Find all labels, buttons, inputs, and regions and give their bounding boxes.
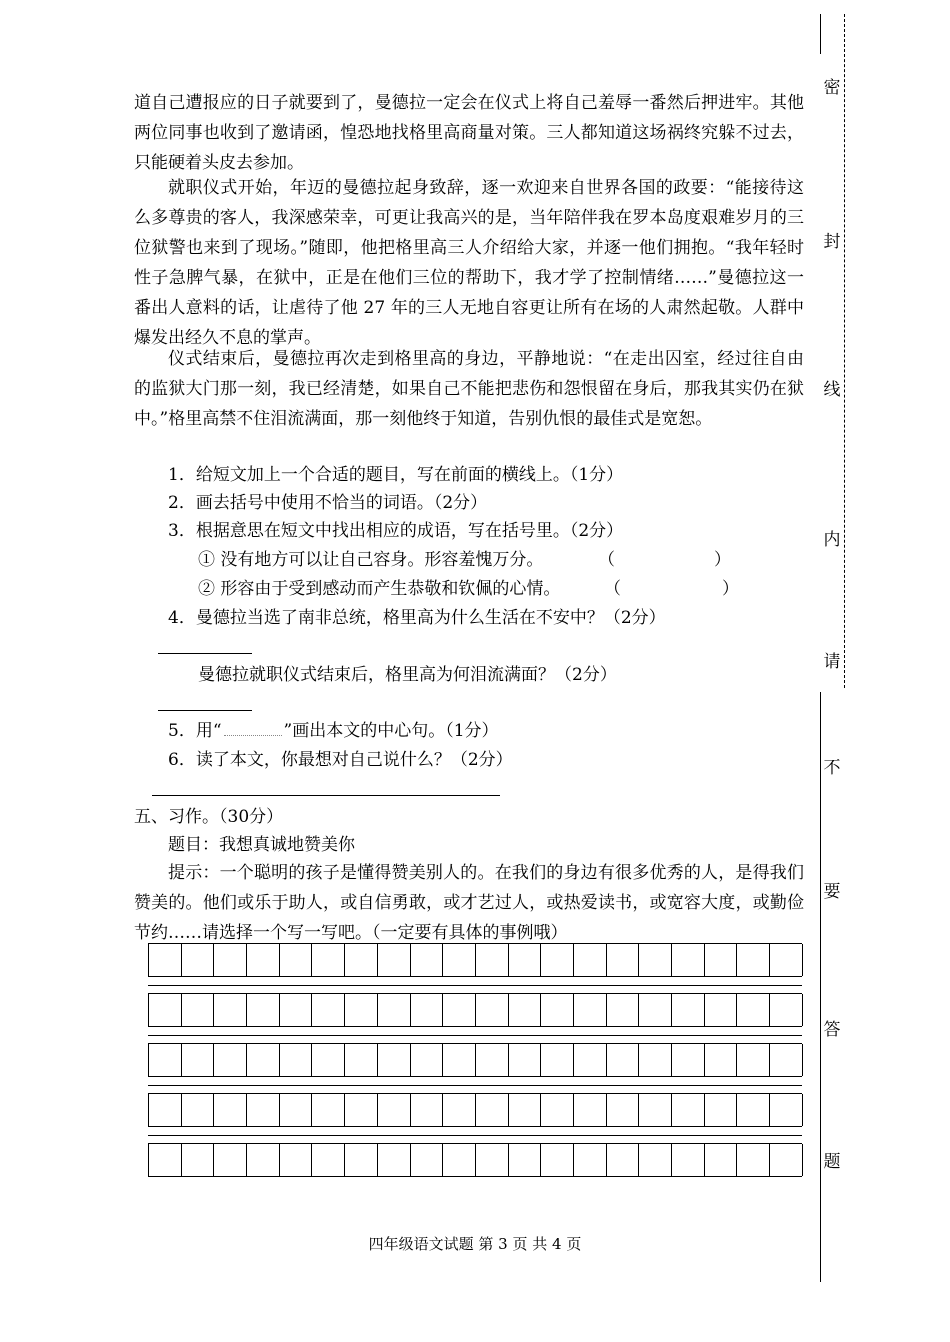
question-3b-answer-open[interactable]: （ (604, 579, 621, 599)
grid-cell[interactable] (345, 944, 378, 976)
grid-cell[interactable] (312, 1094, 345, 1126)
grid-cell[interactable] (149, 944, 182, 976)
passage-paragraph-3: 仪式结束后，曼德拉再次走到格里高的身边，平静地说：“在走出囚室，经过往自由的监狱大门那一刻，我已经清楚，如果自己不能把悲伤和怨恨留在身后，那我其实仍在狱中。”格里高禁不住泪流满面，那一刻他终于知道，告别仇恨的最佳式是宽恕。 (134, 349, 804, 429)
grid-cell[interactable] (574, 1044, 607, 1076)
question-4-answer-line[interactable] (158, 653, 252, 654)
grid-row[interactable] (148, 943, 802, 977)
grid-cell[interactable] (607, 1144, 640, 1176)
grid-cell[interactable] (214, 994, 247, 1026)
passage-paragraph-2: 就职仪式开始，年迈的曼德拉起身致辞，逐一欢迎来自世界各国的政要：“能接待这么多尊贵的客人，我深感荣幸，可更让我高兴的是，当年陪伴我在罗本岛度艰难岁月的三位狱警也来到了现场。”随即，他把格里高三人介绍给大家，并逐一他们拥抱。“我年轻时性子急脾气暴，在狱中，正是在他们三位的帮助下，我才学了控制情绪……”曼德拉这一番出人意料的话，让虐待了他 27 年的三人无地自容更让所有在场的人肃然起敬。人群中爆发出经久不息的掌声。 (134, 178, 804, 348)
grid-cell[interactable] (182, 944, 215, 976)
grid-cell[interactable] (705, 994, 738, 1026)
grid-gap-line (148, 1035, 802, 1036)
grid-cell[interactable] (541, 1144, 574, 1176)
grid-cell[interactable] (411, 1144, 444, 1176)
question-3b-text: ② 形容由于受到感动而产生恭敬和钦佩的心情。 (198, 579, 561, 599)
grid-cell[interactable] (182, 1094, 215, 1126)
grid-cell[interactable] (770, 1094, 803, 1126)
grid-cell[interactable] (574, 944, 607, 976)
grid-cell[interactable] (378, 944, 411, 976)
grid-cell[interactable] (280, 1044, 313, 1076)
grid-cell[interactable] (509, 994, 542, 1026)
grid-cell[interactable] (247, 944, 280, 976)
margin-char-1: 密 (823, 78, 841, 98)
margin-solid-rule (820, 692, 821, 1282)
grid-cell[interactable] (312, 944, 345, 976)
grid-cell[interactable] (639, 1094, 672, 1126)
grid-cell[interactable] (509, 1144, 542, 1176)
grid-cell[interactable] (280, 944, 313, 976)
grid-cell[interactable] (378, 1094, 411, 1126)
question-3a-answer-close: ） (714, 550, 731, 570)
grid-cell[interactable] (312, 1044, 345, 1076)
grid-cell[interactable] (345, 994, 378, 1026)
wavy-underline-icon (224, 725, 282, 736)
grid-cell[interactable] (378, 1144, 411, 1176)
composition-heading: 五、习作。（30分） (134, 807, 284, 827)
grid-cell[interactable] (214, 1144, 247, 1176)
composition-hint: 提示：一个聪明的孩子是懂得赞美别人的。在我们的身边有很多优秀的人，是得我们赞美的。他们或乐于助人，或自信勇敢，或才艺过人，或热爱读书，或宽容大度，或勤俭节约……请选择一个写一写吧。（一定要有具体的事例哦） (134, 863, 804, 943)
question-2: 2．画去括号中使用不恰当的词语。（2分） (168, 493, 488, 513)
grid-cell[interactable] (509, 944, 542, 976)
grid-cell[interactable] (443, 1044, 476, 1076)
grid-cell[interactable] (476, 1094, 509, 1126)
question-6: 6．读了本文，你最想对自己说什么？（2分） (168, 750, 513, 770)
grid-cell[interactable] (770, 1044, 803, 1076)
grid-cell[interactable] (770, 1144, 803, 1176)
grid-cell[interactable] (541, 1044, 574, 1076)
grid-cell[interactable] (639, 994, 672, 1026)
grid-cell[interactable] (378, 994, 411, 1026)
grid-cell[interactable] (705, 1094, 738, 1126)
margin-char-5: 请 (823, 652, 841, 672)
grid-cell[interactable] (280, 1094, 313, 1126)
question-5-prefix: 5．用“ (168, 721, 222, 741)
grid-cell[interactable] (345, 1044, 378, 1076)
grid-cell[interactable] (476, 994, 509, 1026)
grid-cell[interactable] (443, 1144, 476, 1176)
grid-cell[interactable] (247, 994, 280, 1026)
grid-cell[interactable] (737, 1144, 770, 1176)
question-4b-answer-line[interactable] (158, 710, 252, 711)
margin-rule-top (820, 14, 821, 54)
passage-paragraph-1: 道自己遭报应的日子就要到了，曼德拉一定会在仪式上将自己羞辱一番然后押进牢。其他两位同事也收到了邀请函，惶恐地找格里高商量对策。三人都知道这场祸终究躲不过去，只能硬着头皮去参加。 (134, 93, 804, 173)
grid-cell[interactable] (280, 1144, 313, 1176)
grid-cell[interactable] (247, 1144, 280, 1176)
grid-cell[interactable] (672, 1144, 705, 1176)
grid-cell[interactable] (770, 994, 803, 1026)
question-3a-text: ① 没有地方可以让自己容身。形容羞愧万分。 (198, 550, 544, 570)
grid-cell[interactable] (214, 944, 247, 976)
margin-char-2: 封 (823, 232, 841, 252)
grid-cell[interactable] (247, 1044, 280, 1076)
grid-cell[interactable] (411, 1094, 444, 1126)
margin-char-3: 线 (823, 380, 841, 400)
grid-cell[interactable] (509, 1044, 542, 1076)
grid-cell[interactable] (705, 944, 738, 976)
grid-cell[interactable] (672, 944, 705, 976)
grid-cell[interactable] (149, 1144, 182, 1176)
grid-cell[interactable] (541, 1094, 574, 1126)
grid-gap-line (148, 1085, 802, 1086)
grid-cell[interactable] (443, 994, 476, 1026)
page-footer: 四年级语文试题 第 3 页 共 4 页 (368, 1235, 582, 1253)
grid-cell[interactable] (770, 944, 803, 976)
grid-cell[interactable] (607, 944, 640, 976)
question-4: 4．曼德拉当选了南非总统，格里高为什么生活在不安中？（2分） (168, 608, 666, 628)
grid-cell[interactable] (411, 1044, 444, 1076)
grid-cell[interactable] (574, 1144, 607, 1176)
grid-cell[interactable] (672, 994, 705, 1026)
grid-cell[interactable] (182, 1144, 215, 1176)
question-3a (198, 545, 543, 575)
margin-char-7: 要 (823, 882, 841, 902)
question-1: 1．给短文加上一个合适的题目，写在前面的横线上。（1分） (168, 465, 624, 485)
grid-cell[interactable] (541, 944, 574, 976)
grid-cell[interactable] (705, 1044, 738, 1076)
grid-cell[interactable] (411, 944, 444, 976)
grid-cell[interactable] (280, 994, 313, 1026)
grid-cell[interactable] (672, 1044, 705, 1076)
grid-cell[interactable] (182, 1044, 215, 1076)
grid-cell[interactable] (476, 944, 509, 976)
grid-cell[interactable] (149, 1094, 182, 1126)
question-5-suffix: ”画出本文的中心句。（1分） (283, 721, 499, 741)
grid-cell[interactable] (149, 994, 182, 1026)
writing-grid[interactable] (148, 943, 802, 1185)
grid-cell[interactable] (639, 1044, 672, 1076)
question-3b-answer-close: ） (722, 579, 739, 599)
grid-row[interactable] (148, 1093, 802, 1127)
margin-char-9: 题 (823, 1152, 841, 1172)
question-3b (198, 574, 560, 604)
margin-char-8: 答 (823, 1020, 841, 1040)
grid-cell[interactable] (607, 1044, 640, 1076)
grid-cell[interactable] (182, 994, 215, 1026)
grid-cell[interactable] (509, 1094, 542, 1126)
margin-char-4: 内 (823, 530, 841, 550)
grid-cell[interactable] (411, 994, 444, 1026)
grid-cell[interactable] (607, 1094, 640, 1126)
grid-cell[interactable] (247, 1094, 280, 1126)
grid-cell[interactable] (672, 1094, 705, 1126)
grid-row[interactable] (148, 1043, 802, 1077)
grid-cell[interactable] (574, 994, 607, 1026)
grid-cell[interactable] (737, 1044, 770, 1076)
grid-cell[interactable] (639, 1144, 672, 1176)
grid-cell[interactable] (476, 1144, 509, 1176)
grid-gap-line (148, 1135, 802, 1136)
grid-cell[interactable] (541, 994, 574, 1026)
question-5 (168, 716, 499, 746)
grid-cell[interactable] (574, 1094, 607, 1126)
grid-cell[interactable] (639, 944, 672, 976)
grid-row[interactable] (148, 1143, 802, 1177)
grid-cell[interactable] (345, 1094, 378, 1126)
question-6-answer-line[interactable] (152, 795, 500, 796)
grid-cell[interactable] (607, 994, 640, 1026)
grid-cell[interactable] (443, 944, 476, 976)
question-3a-answer-open[interactable]: （ (598, 550, 615, 570)
grid-cell[interactable] (345, 1144, 378, 1176)
grid-cell[interactable] (737, 1094, 770, 1126)
grid-cell[interactable] (737, 994, 770, 1026)
grid-cell[interactable] (149, 1044, 182, 1076)
grid-cell[interactable] (312, 1144, 345, 1176)
question-4b: 曼德拉就职仪式结束后，格里高为何泪流满面？（2分） (198, 665, 617, 685)
grid-cell[interactable] (737, 944, 770, 976)
question-3: 3．根据意思在短文中找出相应的成语，写在括号里。（2分） (168, 521, 624, 541)
composition-title: 题目：我想真诚地赞美你 (168, 835, 355, 855)
grid-cell[interactable] (378, 1044, 411, 1076)
grid-gap-line (148, 985, 802, 986)
margin-char-6: 不 (823, 758, 841, 778)
grid-cell[interactable] (476, 1044, 509, 1076)
margin-dashed-rule (844, 14, 845, 688)
grid-cell[interactable] (214, 1044, 247, 1076)
grid-cell[interactable] (214, 1094, 247, 1126)
grid-cell[interactable] (705, 1144, 738, 1176)
grid-row[interactable] (148, 993, 802, 1027)
grid-cell[interactable] (443, 1094, 476, 1126)
grid-cell[interactable] (312, 994, 345, 1026)
